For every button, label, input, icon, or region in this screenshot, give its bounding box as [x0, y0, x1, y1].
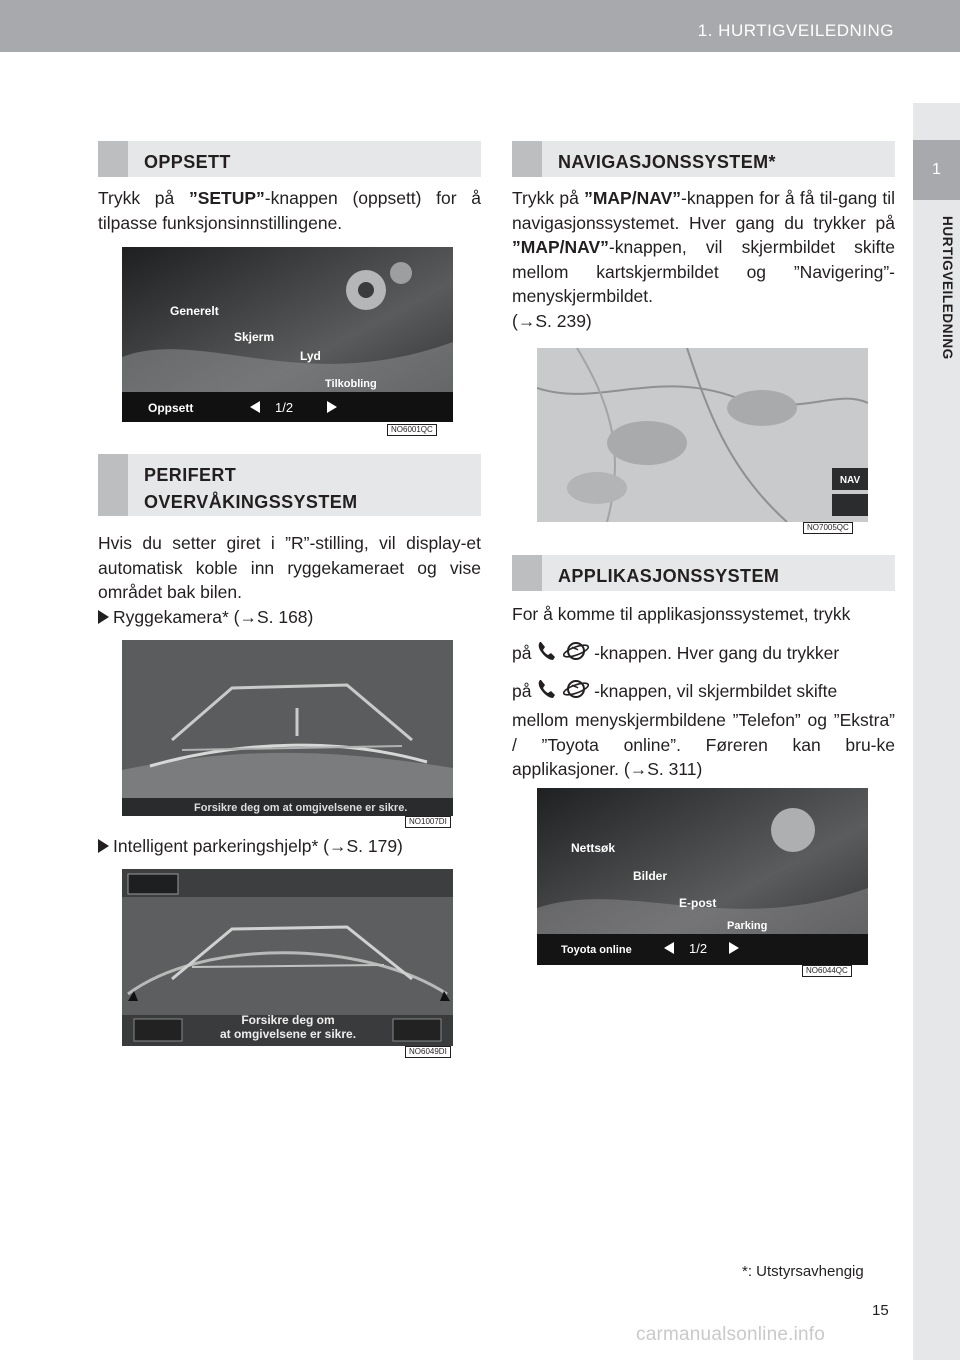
navigation-map-image [537, 348, 868, 522]
footnote: *: Utstyrsavhengig [742, 1263, 864, 1280]
svg-text:Bilder: Bilder [633, 869, 668, 883]
apps-line-1: For å komme til applikasjonssystemet, trykk [512, 604, 851, 624]
svg-text:1/2: 1/2 [275, 400, 294, 415]
svg-text:Forsikre deg om: Forsikre deg om [241, 1013, 335, 1027]
chapter-vertical-label: HURTIGVEILEDNING [940, 216, 955, 360]
chapter-header: 1. HURTIGVEILEDNING [697, 21, 894, 40]
section-header-peripheral [98, 454, 481, 516]
image-code: NO6049DI [405, 1046, 451, 1058]
watermark: carmanualsonline.info [636, 1324, 826, 1345]
rear-camera-image [122, 640, 453, 816]
section-header-navigation [512, 141, 895, 177]
section-header-apps [512, 555, 895, 591]
svg-text:Tilkobling: Tilkobling [325, 378, 377, 390]
phone-icon [536, 640, 558, 669]
globe-icon [563, 678, 589, 707]
svg-text:E-post: E-post [679, 896, 717, 910]
image-code: NO1007DI [405, 816, 451, 828]
svg-text:Generelt: Generelt [170, 304, 219, 318]
page-number: 15 [872, 1302, 889, 1319]
phone-icon [536, 678, 558, 707]
svg-text:Oppsett: Oppsett [148, 401, 194, 415]
svg-text:Forsikre deg om at omgivelsene: Forsikre deg om at omgivelsene er sikre. [194, 802, 408, 814]
bullet-rear-camera: Ryggekamera* (→S. 168) [98, 605, 481, 630]
header-bar [0, 0, 960, 52]
navigation-paragraph: Trykk på ”MAP/NAV”-knappen for å få til-gang til navigasjonssystemet. Hver gang du trykker på ”MAP/NAV”-knappen, vil skjermbildet skifte mellom kartskjermbildet og ”Navigering”-menyskjermbildet. (→S. 239) [512, 188, 895, 331]
section-title: APPLIKASJONSSYSTEM [558, 566, 780, 586]
image-code: NO7005QC [803, 522, 853, 534]
svg-text:Skjerm: Skjerm [234, 330, 275, 344]
section-title: NAVIGASJONSSYSTEM* [558, 152, 776, 172]
svg-text:at omgivelsene er sikre.: at omgivelsene er sikre. [219, 1027, 357, 1041]
apps-paragraph-rest: mellom menyskjermbildene ”Telefon” og ”Ekstra” / ”Toyota online”. Føreren kan bru-ke applikasjoner. (→S. 311) [512, 710, 895, 780]
chapter-number-tab: 1 [913, 140, 960, 200]
setup-paragraph: Trykk på ”SETUP”-knappen (oppsett) for å tilpasse funksjonsinnstillingene. [98, 188, 481, 233]
apps-screen-image [537, 788, 868, 965]
svg-text:NAV: NAV [839, 475, 861, 486]
svg-text:Parking: Parking [727, 920, 768, 932]
parking-aid-image [122, 869, 453, 1046]
apps-line-3: på -knappen, vil skjermbildet skifte [512, 678, 895, 707]
svg-text:1/2: 1/2 [689, 941, 708, 956]
apps-line-2: på -knappen. Hver gang du trykker [512, 640, 895, 669]
image-code: NO6001QC [387, 424, 437, 436]
globe-icon [563, 640, 589, 669]
image-code: NO6044QC [802, 965, 852, 977]
svg-text:Toyota online: Toyota online [561, 944, 632, 956]
bullet-parking-aid: Intelligent parkeringshjelp* (→S. 179) [98, 834, 481, 859]
peripheral-paragraph: Hvis du setter giret i ”R”-stilling, vil display-et automatisk koble inn ryggekameraet og vise området bak bilen. [98, 533, 481, 603]
svg-text:Lyd: Lyd [300, 349, 321, 363]
svg-text:Nettsøk: Nettsøk [571, 841, 616, 855]
section-header-setup [98, 141, 481, 177]
section-title: PERIFERT OVERVÅKINGSSYSTEM [144, 465, 358, 512]
setup-screen-image [122, 247, 453, 422]
section-title: OPPSETT [144, 152, 231, 172]
